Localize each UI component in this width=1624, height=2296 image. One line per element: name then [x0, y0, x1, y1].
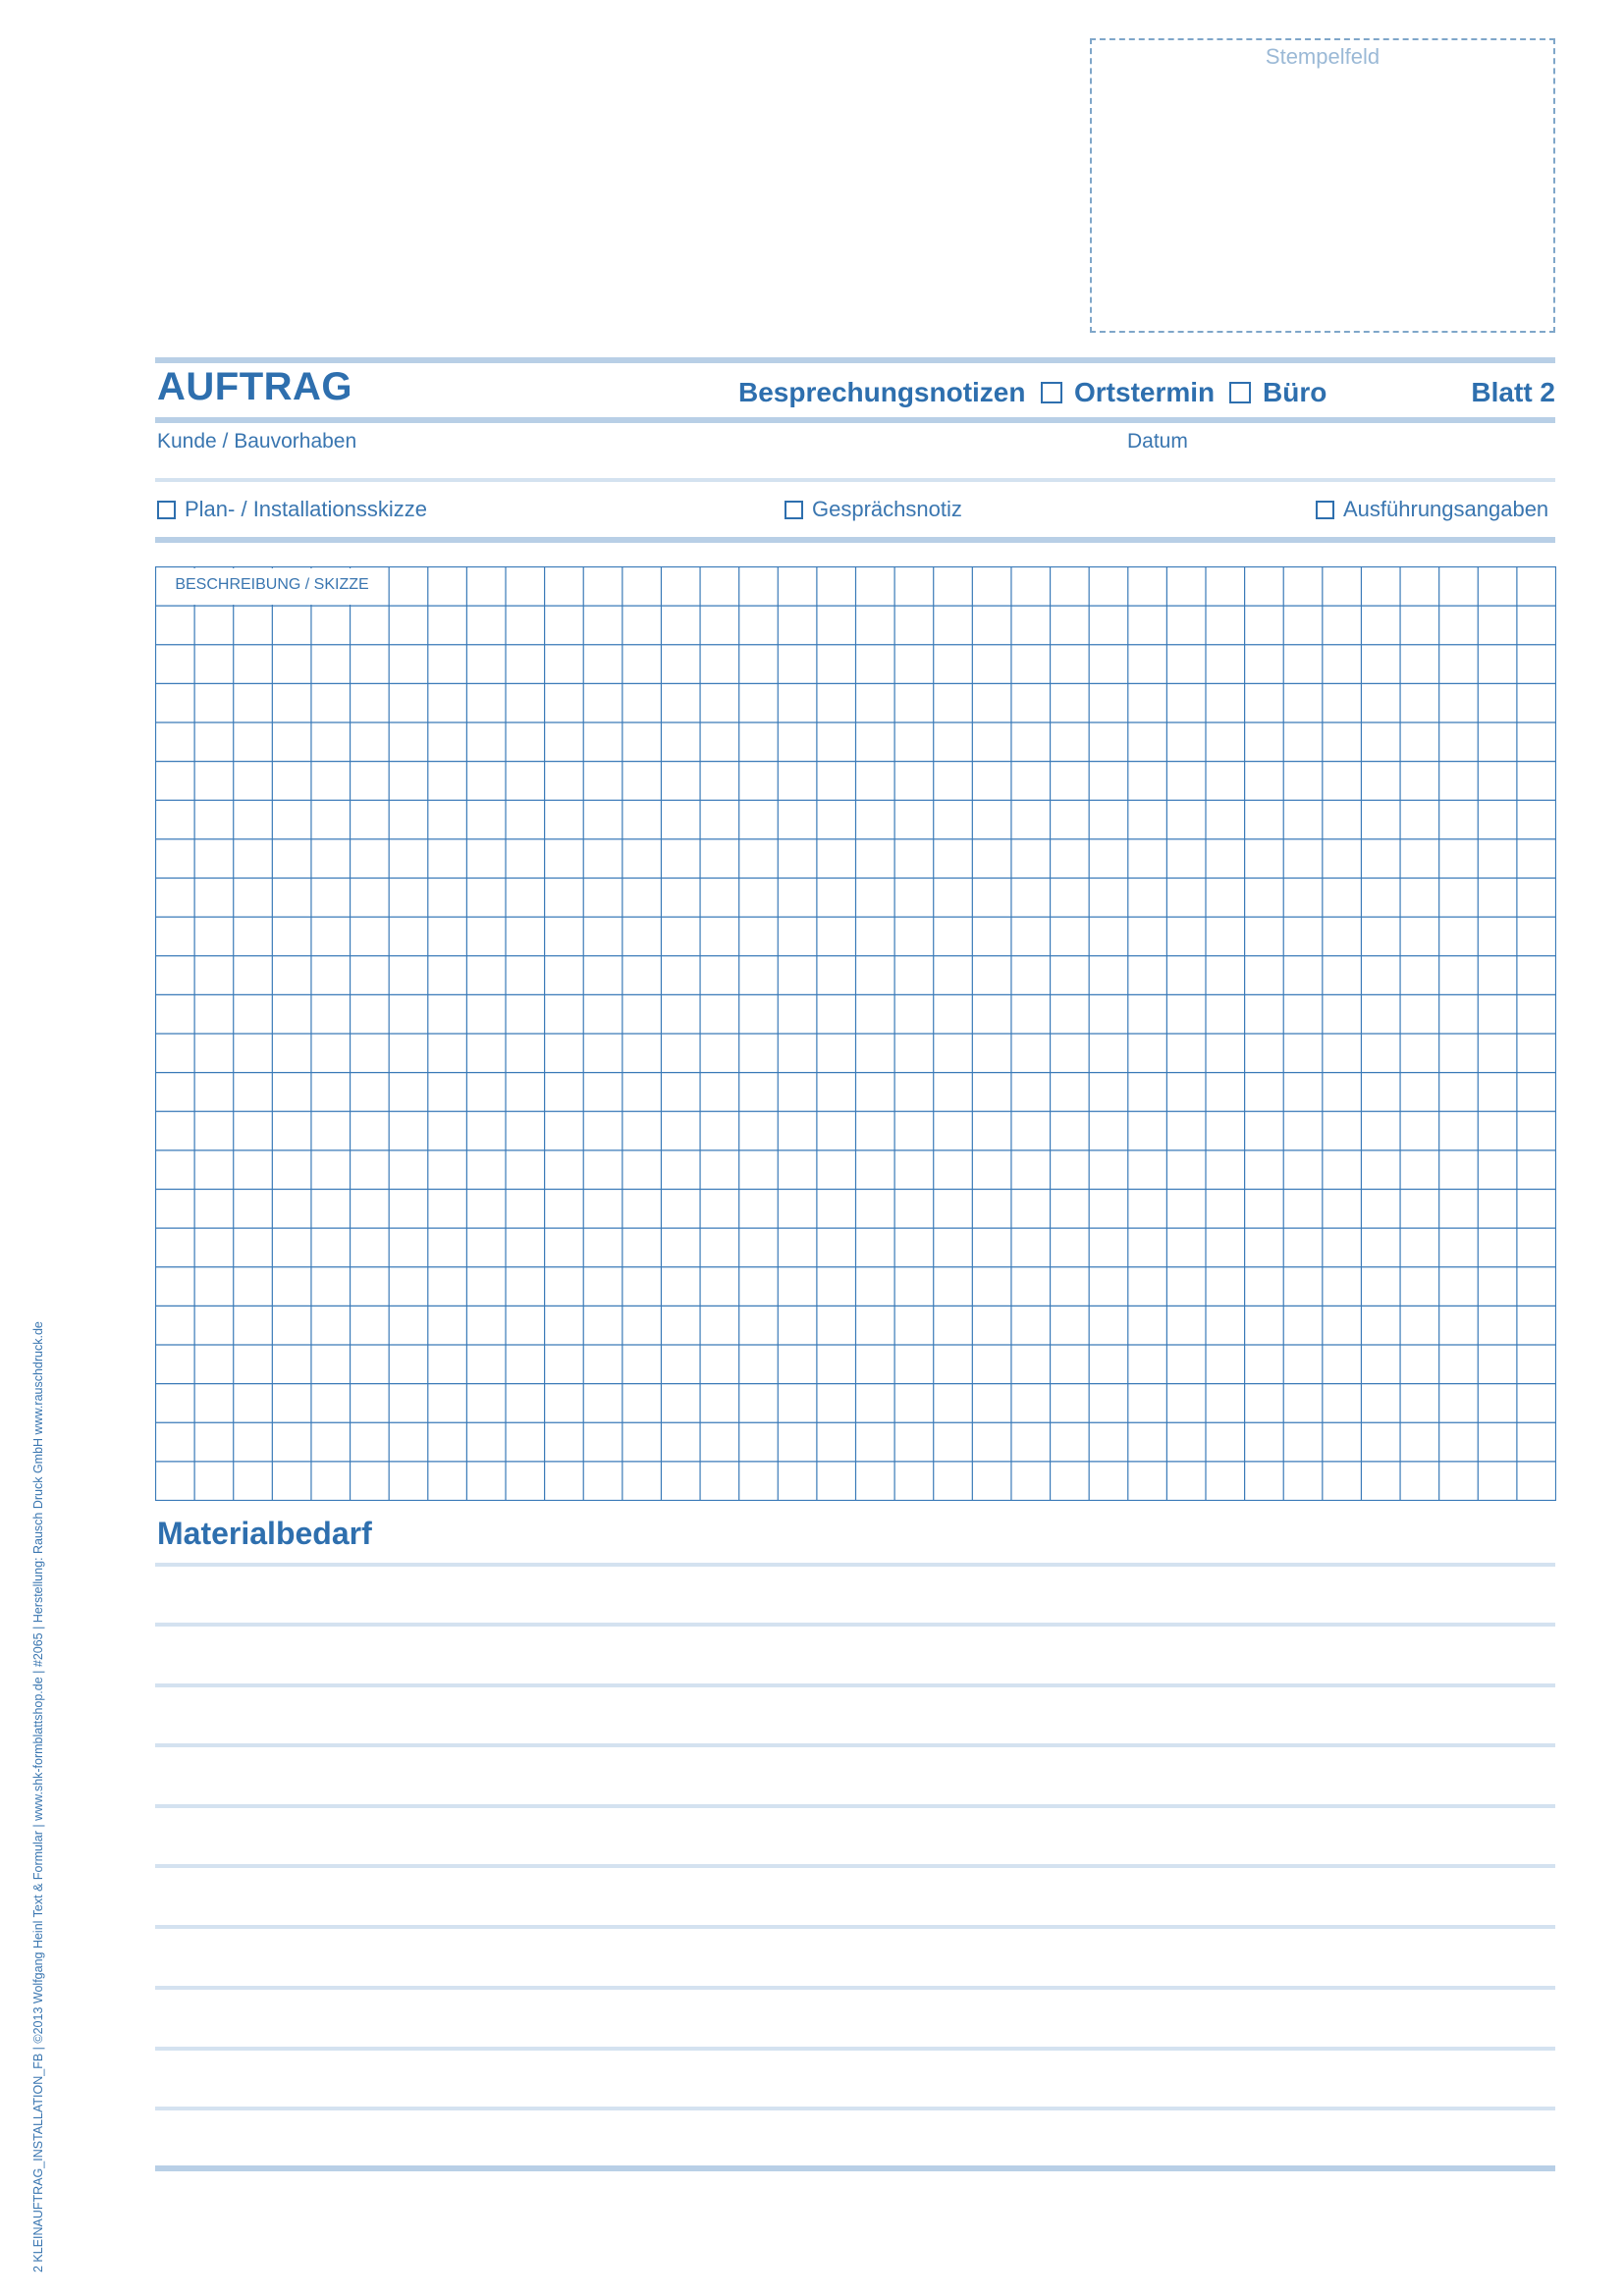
grid-label: BESCHREIBUNG / SKIZZE — [175, 576, 369, 593]
kunde-field-label: Kunde / Bauvorhaben — [157, 430, 357, 453]
header-bottom-rule — [155, 417, 1555, 423]
options-bottom-rule — [155, 537, 1555, 543]
ausfuehrungsangaben-label: Ausführungsangaben — [1343, 497, 1549, 521]
stamp-field-box — [1090, 38, 1555, 333]
sheet-number: Blatt 2 — [1471, 377, 1555, 407]
material-line[interactable] — [155, 1623, 1555, 1627]
material-line[interactable] — [155, 1986, 1555, 1990]
material-bottom-rule — [155, 2165, 1555, 2171]
material-line[interactable] — [155, 1925, 1555, 1929]
material-section-title: Materialbedarf — [157, 1516, 372, 1551]
header-top-rule — [155, 357, 1555, 363]
material-line[interactable] — [155, 2047, 1555, 2051]
datum-field-label: Datum — [1127, 430, 1188, 453]
material-line[interactable] — [155, 2107, 1555, 2110]
material-line[interactable] — [155, 1743, 1555, 1747]
plan-skizze-label: Plan- / Installationsskizze — [185, 497, 427, 521]
stamp-field-label: Stempelfeld — [1265, 44, 1380, 69]
kunde-field-line[interactable] — [155, 478, 1555, 482]
buero-checkbox[interactable] — [1229, 382, 1251, 403]
material-line[interactable] — [155, 1804, 1555, 1808]
buero-label: Büro — [1263, 377, 1327, 407]
side-imprint: 2 KLEINAUFTRAG_INSTALLATION_FB | ©2013 Wolfgang Heinl Text & Formular | www.shk-formblattshop.de | #2065 | Herstellung: Rausch Druck GmbH www.rauschdruck.de — [31, 1321, 45, 2272]
ortstermin-label: Ortstermin — [1074, 377, 1216, 407]
form-title: AUFTRAG — [157, 365, 353, 408]
besprechungsnotizen-label: Besprechungsnotizen — [738, 377, 1026, 407]
ortstermin-checkbox[interactable] — [1041, 382, 1062, 403]
material-line[interactable] — [155, 1864, 1555, 1868]
gespraechsnotiz-label: Gesprächsnotiz — [812, 497, 962, 521]
material-line[interactable] — [155, 1563, 1555, 1567]
material-line[interactable] — [155, 1683, 1555, 1687]
sketch-grid[interactable] — [155, 566, 1556, 1501]
plan-skizze-checkbox[interactable] — [157, 501, 176, 519]
ausfuehrungsangaben-checkbox[interactable] — [1316, 501, 1334, 519]
gespraechsnotiz-checkbox[interactable] — [785, 501, 803, 519]
